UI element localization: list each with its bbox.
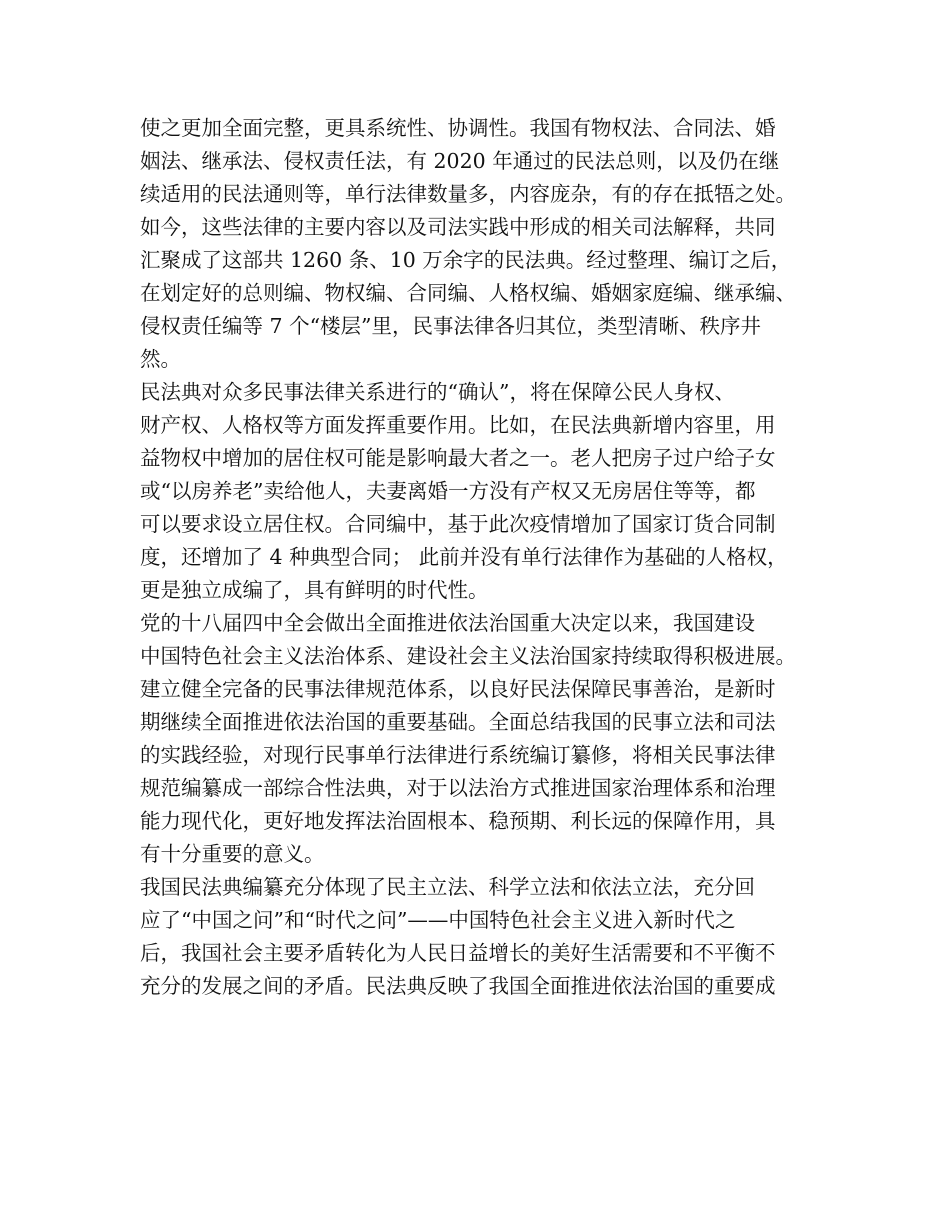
text-line: 财产权、人格权等方面发挥重要作用。比如，在民法典新增内容里，用 bbox=[140, 413, 776, 437]
text-line: 在划定好的总则编、物权编、合同编、人格权编、婚姻家庭编、继承编、 bbox=[140, 281, 796, 305]
text-line: 应了“中国之问”和“时代之问”——中国特色社会主义进入新时代之 bbox=[140, 908, 736, 932]
text-line: 然。 bbox=[140, 347, 181, 371]
text-line: 或“以房养老”卖给他人，夫妻离婚一方没有产权又无房居住等等，都 bbox=[140, 479, 756, 503]
text-line: 建立健全完备的民事法律规范体系，以良好民法保障民事善治，是新时 bbox=[140, 677, 776, 701]
text-line: 使之更加全面完整，更具系统性、协调性。我国有物权法、合同法、婚 bbox=[140, 116, 776, 140]
text-line: 能力现代化，更好地发挥法治固根本、稳预期、利长远的保障作用，具 bbox=[140, 809, 776, 833]
text-line: 汇聚成了这部共 1260 条、10 万余字的民法典。经过整理、编订之后， bbox=[140, 248, 792, 272]
text-line: 度，还增加了 4 种典型合同； 此前并没有单行法律作为基础的人格权， bbox=[140, 545, 788, 569]
text-line: 党的十八届四中全会做出全面推进依法治国重大决定以来，我国建设 bbox=[140, 611, 755, 635]
text-line: 的实践经验，对现行民事单行法律进行系统编订纂修，将相关民事法律 bbox=[140, 743, 776, 767]
text-line: 规范编纂成一部综合性法典，对于以法治方式推进国家治理体系和治理 bbox=[140, 776, 776, 800]
text-line: 后，我国社会主要矛盾转化为人民日益增长的美好生活需要和不平衡不 bbox=[140, 941, 776, 965]
text-line: 充分的发展之间的矛盾。民法典反映了我国全面推进依法治国的重要成 bbox=[140, 974, 776, 998]
text-line: 续适用的民法通则等，单行法律数量多，内容庞杂，有的存在抵牾之处。 bbox=[140, 182, 796, 206]
text-line: 侵权责任编等 7 个“楼层”里，民事法律各归其位，类型清晰、秩序井 bbox=[140, 314, 762, 338]
text-line: 益物权中增加的居住权可能是影响最大者之一。老人把房子过户给子女 bbox=[140, 446, 776, 470]
text-line: 如今，这些法律的主要内容以及司法实践中形成的相关司法解释，共同 bbox=[140, 215, 776, 239]
document-body bbox=[140, 112, 840, 1003]
text-line: 有十分重要的意义。 bbox=[140, 842, 325, 866]
text-line: 可以要求设立居住权。合同编中，基于此次疫情增加了国家订货合同制 bbox=[140, 512, 776, 536]
text-line: 姻法、继承法、侵权责任法，有 2020 年通过的民法总则，以及仍在继 bbox=[140, 149, 780, 173]
text-line: 期继续全面推进依法治国的重要基础。全面总结我国的民事立法和司法 bbox=[140, 710, 776, 734]
text-line: 中国特色社会主义法治体系、建设社会主义法治国家持续取得积极进展。 bbox=[140, 644, 796, 668]
text-line: 我国民法典编纂充分体现了民主立法、科学立法和依法立法，充分回 bbox=[140, 875, 755, 899]
text-line: 更是独立成编了，具有鲜明的时代性。 bbox=[140, 578, 489, 602]
text-line: 民法典对众多民事法律关系进行的“确认”，将在保障公民人身权、 bbox=[140, 380, 735, 404]
